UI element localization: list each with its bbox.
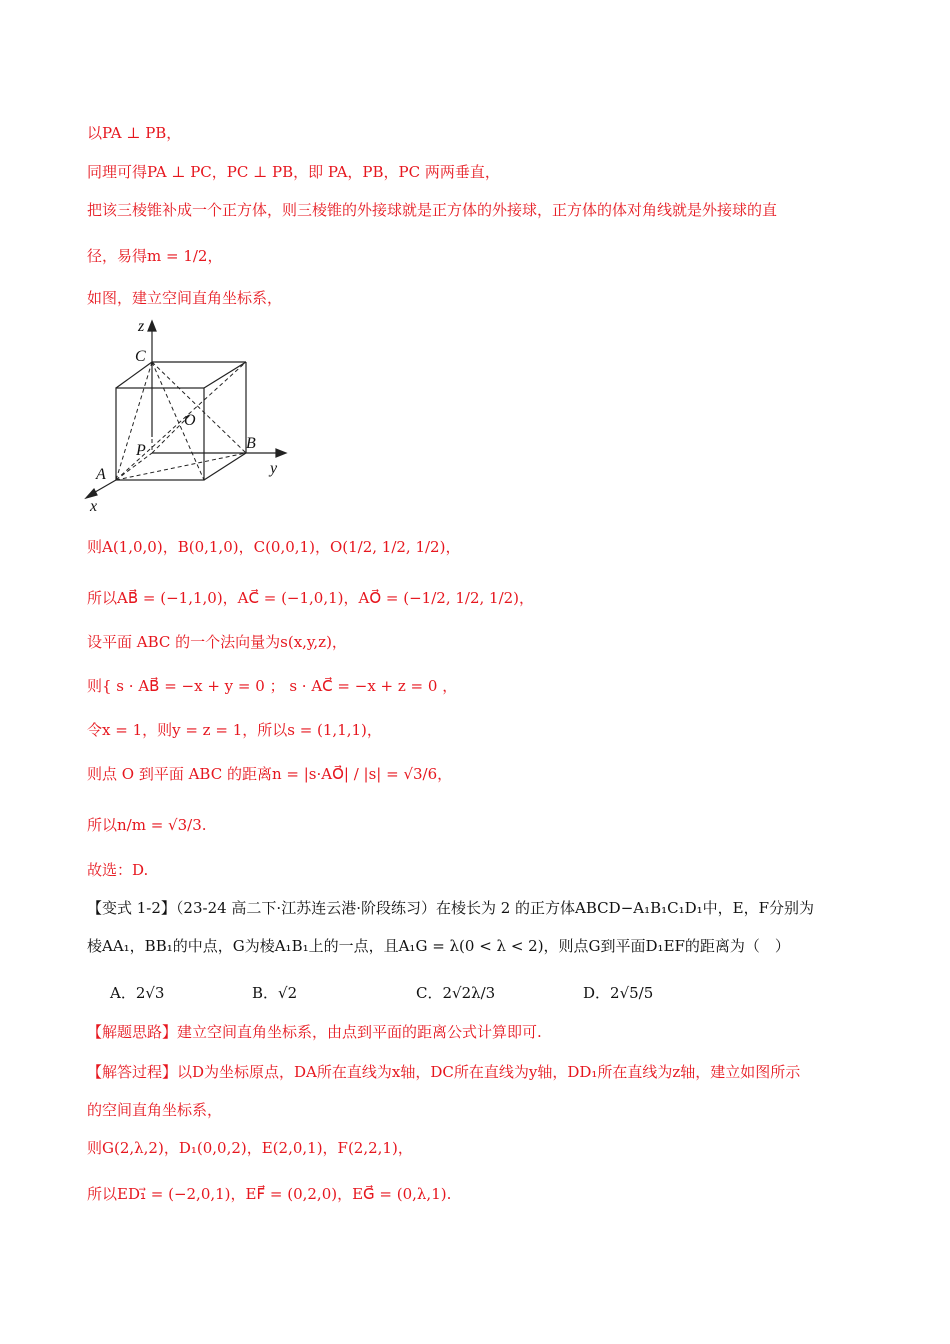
label-x: x bbox=[90, 498, 98, 515]
question-line: 【变式 1-2】（23-24 高二下·江苏连云港·阶段练习）在棱长为 2 的正方体ABCD−A₁B₁C₁D₁中，E，F分别为 bbox=[87, 899, 815, 917]
edge-diag bbox=[116, 362, 246, 480]
option-a[interactable]: A．2√3 bbox=[110, 984, 165, 1002]
option-d[interactable]: D．2√5/5 bbox=[583, 984, 654, 1002]
text-line: 的空间直角坐标系， bbox=[87, 1101, 223, 1119]
text-line: 故选：D. bbox=[87, 861, 149, 879]
edge-CB bbox=[152, 362, 246, 453]
label-y: y bbox=[270, 460, 278, 477]
x-arrow bbox=[86, 489, 97, 498]
edge-CO bbox=[152, 362, 204, 480]
text-line: 如图，建立空间直角坐标系， bbox=[87, 289, 283, 307]
text-line: 径，易得m = 1/2， bbox=[87, 247, 223, 265]
text-line: 则G(2,λ,2)，D₁(0,0,2)，E(2,0,1)，F(2,2,1)， bbox=[87, 1139, 413, 1157]
label-A: A bbox=[96, 466, 106, 483]
label-C: C bbox=[135, 348, 146, 365]
option-c[interactable]: C．2√2λ/3 bbox=[416, 984, 496, 1002]
z-arrow bbox=[148, 321, 156, 331]
text-line: 令x = 1，则y = z = 1，所以s = (1,1,1)， bbox=[87, 721, 382, 739]
label-B: B bbox=[246, 435, 256, 452]
text-line: 则点 O 到平面 ABC 的距离n = |s·AO⃗| / |s| = √3/6， bbox=[87, 765, 453, 783]
question-line: 棱AA₁，BB₁的中点，G为棱A₁B₁上的一点，且A₁G = λ(0 < λ < 2)，则点G到平面D₁EF的距离为（ ） bbox=[87, 937, 790, 955]
text-line: 同理可得PA ⊥ PC，PC ⊥ PB，即 PA，PB，PC 两两垂直， bbox=[87, 163, 500, 181]
text-line: 则{ s · AB⃗ = −x + y = 0 ； s · AC⃗ = −x + z = 0 ， bbox=[87, 677, 458, 695]
text-line: 所以AB⃗ = (−1,1,0)，AC⃗ = (−1,0,1)，AO⃗ = (−1/2, 1/2, 1/2)， bbox=[87, 589, 535, 607]
option-b[interactable]: B．√2 bbox=[252, 984, 298, 1002]
text-line: 【解答过程】以D为坐标原点，DA所在直线为x轴，DC所在直线为y轴，DD₁所在直线为z轴，建立如图所示 bbox=[87, 1063, 801, 1081]
edge-CA bbox=[116, 362, 152, 480]
cube-front bbox=[116, 388, 204, 480]
y-arrow bbox=[276, 449, 286, 457]
label-O: O bbox=[184, 412, 196, 429]
hidden-edge bbox=[116, 453, 152, 480]
text-line: 以PA ⊥ PB， bbox=[87, 124, 182, 142]
label-z: z bbox=[138, 318, 145, 335]
text-line: 设平面 ABC 的一个法向量为s(x,y,z)， bbox=[87, 633, 347, 651]
cube-figure bbox=[80, 315, 300, 515]
text-line: 所以ED₁⃗ = (−2,0,1)，EF⃗ = (0,2,0)，EG⃗ = (0,λ,1). bbox=[87, 1185, 452, 1203]
text-line: 把该三棱锥补成一个正方体，则三棱锥的外接球就是正方体的外接球，正方体的体对角线就是外接球的直 bbox=[87, 201, 778, 219]
text-line: 所以n/m = √3/3. bbox=[87, 816, 207, 834]
label-P: P bbox=[136, 442, 146, 459]
text-line: 【解题思路】建立空间直角坐标系，由点到平面的距离公式计算即可. bbox=[87, 1023, 542, 1041]
text-line: 则A(1,0,0)，B(0,1,0)，C(0,0,1)，O(1/2, 1/2, 1/2)， bbox=[87, 538, 461, 556]
